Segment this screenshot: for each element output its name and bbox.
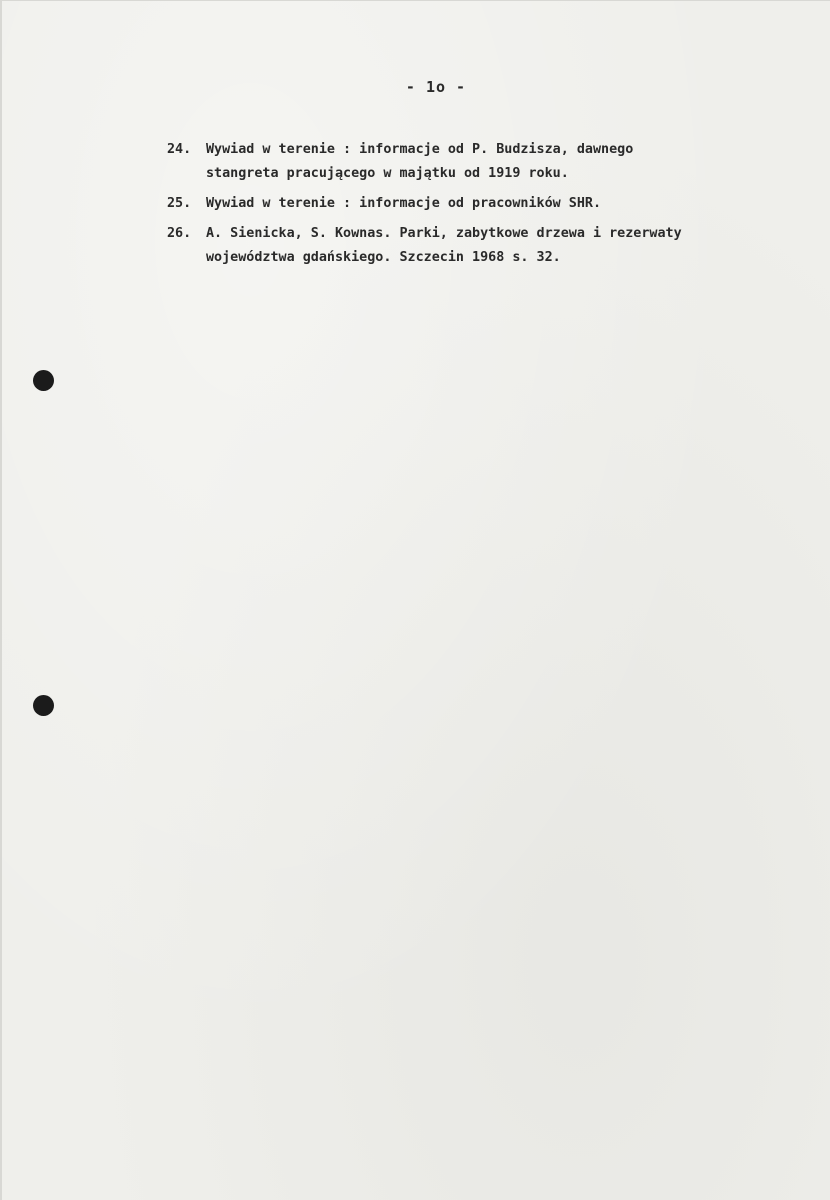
list-item [167, 222, 827, 270]
bibliography-list [167, 138, 827, 276]
entry-text-line: Wywiad w terenie : informacje od pracowników SHR. [206, 196, 602, 211]
punch-hole-top [33, 370, 54, 391]
entry-text-line: Wywiad w terenie : informacje od P. Budzisza, dawnego [206, 142, 634, 157]
entry-text-line: województwa gdańskiego. Szczecin 1968 s. 32. [206, 250, 561, 265]
entry-number: 26. [167, 226, 192, 241]
entry-number: 24. [167, 142, 192, 157]
punch-hole-bottom [33, 695, 54, 716]
page-number: - 1o - [405, 78, 467, 96]
list-item [167, 192, 827, 216]
entry-number: 25. [167, 196, 192, 211]
entry-text-line: stangreta pracującego w majątku od 1919 roku. [206, 166, 569, 181]
list-item [167, 138, 827, 186]
entry-text-line: A. Sienicka, S. Kownas. Parki, zabytkowe drzewa i rezerwaty [206, 226, 682, 241]
